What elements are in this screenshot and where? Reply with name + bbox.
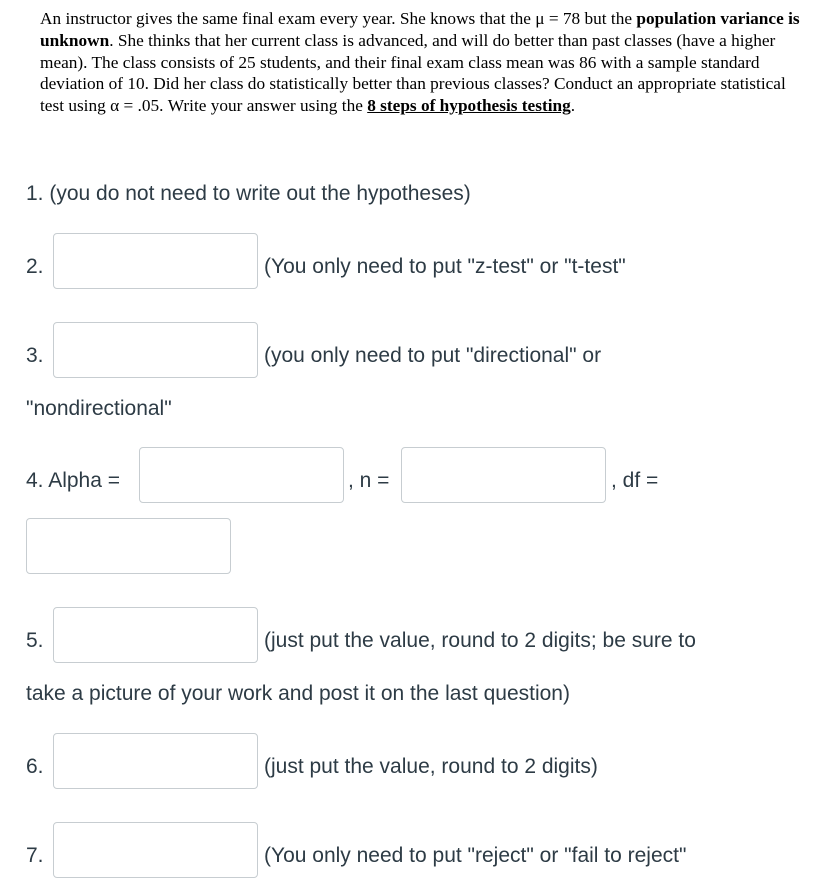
question-prompt [40, 8, 800, 117]
q5-hint-continued: take a picture of your work and post it on the last question) [26, 682, 570, 705]
prompt-end: . [570, 96, 576, 116]
prompt-text-1: An instructor gives the same final exam every year. She knows that the μ = 78 but the [40, 9, 637, 28]
hypothesis-steps-link[interactable]: 8 steps of hypothesis testing [367, 96, 571, 116]
df-label: , df = [611, 469, 659, 492]
df-input[interactable] [26, 518, 231, 574]
q2-hint: (You only need to put "z-test" or "t-test" [264, 255, 626, 278]
q3-answer-input[interactable] [53, 322, 258, 378]
alpha-input[interactable] [139, 447, 344, 503]
q7-hint: (You only need to put "reject" or "fail to reject" [264, 844, 687, 867]
q4-alpha-label: 4. Alpha = [26, 469, 120, 492]
q5-answer-input[interactable] [53, 607, 258, 663]
q6-hint: (just put the value, round to 2 digits) [264, 755, 598, 778]
prompt-text-2: . She thinks that her current class is advanced, and will do better than past classes (have a higher mean). The class consists of 25 students, and their final exam class mean was 86 with a sample standard deviation of 10. Did her class do statistically better than previous classes? Conduct an appropriate statistical test using α = .05. Write your answer using the [40, 30, 786, 116]
n-input[interactable] [401, 447, 606, 503]
q2-number: 2. [26, 255, 44, 278]
q6-answer-input[interactable] [53, 733, 258, 789]
q6-number: 6. [26, 755, 44, 778]
q5-number: 5. [26, 629, 44, 652]
q3-hint: (you only need to put "directional" or [264, 344, 602, 367]
q5-hint: (just put the value, round to 2 digits; be sure to [264, 629, 696, 652]
q3-hint-continued: "nondirectional" [26, 397, 172, 420]
q7-number: 7. [26, 844, 44, 867]
q7-answer-input[interactable] [53, 822, 258, 878]
q2-answer-input[interactable] [53, 233, 258, 289]
q1-text: 1. (you do not need to write out the hypotheses) [26, 182, 471, 205]
q3-number: 3. [26, 344, 44, 367]
prompt-bold-text: population variance is unknown [40, 9, 800, 50]
n-label: , n = [348, 469, 390, 492]
